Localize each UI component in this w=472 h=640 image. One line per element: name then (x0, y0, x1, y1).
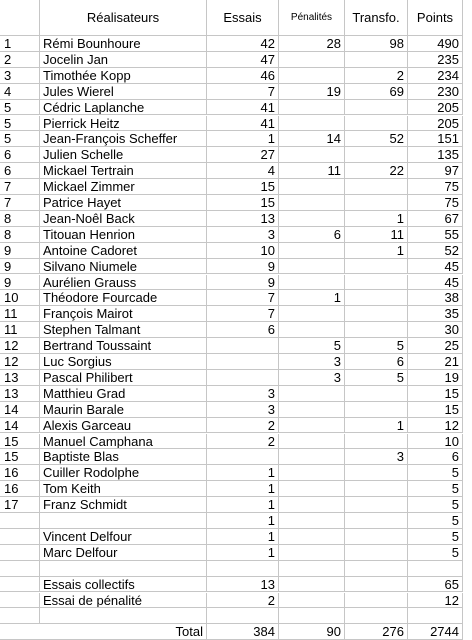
table-cell-essais[interactable]: 7 (207, 84, 279, 100)
table-cell-points[interactable]: 205 (408, 116, 463, 132)
table-cell-transfo[interactable]: 3 (345, 449, 408, 465)
table-cell-penalites[interactable] (279, 497, 345, 513)
table-cell-rank[interactable]: 16 (0, 465, 40, 481)
table-cell-rank[interactable]: 13 (0, 370, 40, 386)
table-cell-penalites[interactable] (279, 561, 345, 577)
table-cell-transfo[interactable]: 1 (345, 211, 408, 227)
table-cell-essais[interactable]: 15 (207, 195, 279, 211)
table-cell-penalites[interactable] (279, 275, 345, 291)
table-cell-name[interactable]: Franz Schmidt (40, 497, 207, 513)
table-cell-name[interactable]: Manuel Camphana (40, 434, 207, 450)
table-cell-name[interactable]: Essais collectifs (40, 577, 207, 593)
table-cell-points[interactable]: 10 (408, 434, 463, 450)
table-cell-essais[interactable]: 1 (207, 465, 279, 481)
table-cell-penalites[interactable] (279, 449, 345, 465)
table-cell-essais[interactable]: 10 (207, 243, 279, 259)
table-cell-name[interactable]: Bertrand Toussaint (40, 338, 207, 354)
table-cell-penalites[interactable]: 3 (279, 370, 345, 386)
table-cell-penalites[interactable]: 14 (279, 131, 345, 147)
table-cell-transfo[interactable] (345, 577, 408, 593)
table-cell-rank[interactable]: 12 (0, 354, 40, 370)
table-cell-points[interactable]: 75 (408, 179, 463, 195)
table-cell-penalites[interactable] (279, 147, 345, 163)
table-cell-penalites[interactable] (279, 243, 345, 259)
table-cell-penalites[interactable]: 11 (279, 163, 345, 179)
table-cell-penalites[interactable] (279, 68, 345, 84)
table-cell-essais[interactable]: 9 (207, 275, 279, 291)
table-cell-name[interactable]: Marc Delfour (40, 545, 207, 561)
table-cell-name[interactable]: Tom Keith (40, 481, 207, 497)
header-penalites: Pénalités (279, 0, 345, 36)
table-cell-essais[interactable]: 1 (207, 513, 279, 529)
table-cell-name[interactable]: Vincent Delfour (40, 529, 207, 545)
table-cell-essais[interactable]: 7 (207, 306, 279, 322)
total-penalites[interactable]: 90 (279, 624, 345, 640)
table-cell-rank[interactable] (0, 513, 40, 529)
table-cell-rank[interactable]: 14 (0, 402, 40, 418)
table-cell-essais[interactable]: 47 (207, 52, 279, 68)
table-cell-rank[interactable] (0, 561, 40, 577)
table-cell-essais[interactable]: 2 (207, 434, 279, 450)
table-cell-name[interactable]: Cuiller Rodolphe (40, 465, 207, 481)
table-cell-penalites[interactable] (279, 179, 345, 195)
table-cell-transfo[interactable]: 5 (345, 370, 408, 386)
table-cell-transfo[interactable] (345, 195, 408, 211)
header-essais: Essais (207, 0, 279, 36)
table-cell-rank[interactable]: 8 (0, 211, 40, 227)
table-cell-name[interactable]: Essai de pénalité (40, 593, 207, 609)
table-cell-penalites[interactable] (279, 211, 345, 227)
table-cell-rank[interactable]: 9 (0, 259, 40, 275)
table-cell-points[interactable]: 15 (408, 386, 463, 402)
table-cell-points[interactable]: 30 (408, 322, 463, 338)
table-cell-penalites[interactable] (279, 529, 345, 545)
table-cell-transfo[interactable] (345, 275, 408, 291)
table-cell-points[interactable]: 151 (408, 131, 463, 147)
table-cell-rank[interactable]: 5 (0, 131, 40, 147)
table-cell-transfo[interactable]: 11 (345, 227, 408, 243)
table-cell-penalites[interactable] (279, 259, 345, 275)
table-cell-transfo[interactable] (345, 386, 408, 402)
table-cell-points[interactable]: 65 (408, 577, 463, 593)
table-cell-name[interactable]: Cédric Laplanche (40, 100, 207, 116)
table-cell-points[interactable]: 97 (408, 163, 463, 179)
table-cell-transfo[interactable] (345, 465, 408, 481)
table-cell-points[interactable]: 205 (408, 100, 463, 116)
table-cell-name[interactable]: Baptiste Blas (40, 449, 207, 465)
table-cell-transfo[interactable] (345, 481, 408, 497)
table-cell-penalites[interactable] (279, 322, 345, 338)
total-points[interactable]: 2744 (408, 624, 463, 640)
table-cell-essais[interactable]: 1 (207, 481, 279, 497)
table-cell-rank[interactable]: 13 (0, 386, 40, 402)
table-cell-essais[interactable]: 13 (207, 211, 279, 227)
table-cell-points[interactable]: 45 (408, 275, 463, 291)
table-cell-essais[interactable]: 3 (207, 386, 279, 402)
table-cell-name[interactable]: Silvano Niumele (40, 259, 207, 275)
table-cell-points[interactable]: 75 (408, 195, 463, 211)
table-cell-penalites[interactable] (279, 577, 345, 593)
table-cell-points[interactable]: 67 (408, 211, 463, 227)
table-cell-points[interactable]: 12 (408, 418, 463, 434)
table-cell-penalites[interactable] (279, 386, 345, 402)
table-cell-name[interactable]: Alexis Garceau (40, 418, 207, 434)
table-cell-essais[interactable]: 13 (207, 577, 279, 593)
table-cell-points[interactable]: 21 (408, 354, 463, 370)
table-cell-rank[interactable]: 7 (0, 195, 40, 211)
table-cell-essais[interactable] (207, 370, 279, 386)
table-cell-name[interactable]: Jules Wierel (40, 84, 207, 100)
table-cell-points[interactable]: 19 (408, 370, 463, 386)
table-cell-points[interactable]: 5 (408, 481, 463, 497)
table-cell-essais[interactable]: 7 (207, 290, 279, 306)
table-cell-transfo[interactable]: 69 (345, 84, 408, 100)
table-cell-points[interactable]: 5 (408, 497, 463, 513)
table-cell-essais[interactable]: 27 (207, 147, 279, 163)
table-cell-points[interactable]: 55 (408, 227, 463, 243)
table-cell-name[interactable]: Titouan Henrion (40, 227, 207, 243)
table-cell-transfo[interactable]: 6 (345, 354, 408, 370)
table-cell-penalites[interactable]: 1 (279, 290, 345, 306)
table-cell-points[interactable]: 490 (408, 36, 463, 52)
header-transfo: Transfo. (345, 0, 408, 36)
table-cell-transfo[interactable] (345, 116, 408, 132)
table-cell-essais[interactable]: 2 (207, 593, 279, 609)
table-cell-essais[interactable]: 3 (207, 402, 279, 418)
table-cell-rank[interactable]: 5 (0, 100, 40, 116)
table-cell-penalites[interactable] (279, 513, 345, 529)
table-cell-rank[interactable] (0, 608, 40, 624)
table-cell-rank[interactable]: 2 (0, 52, 40, 68)
table-cell-name[interactable]: Patrice Hayet (40, 195, 207, 211)
table-cell-penalites[interactable] (279, 306, 345, 322)
table-cell-points[interactable]: 234 (408, 68, 463, 84)
table-cell-name[interactable]: Jocelin Jan (40, 52, 207, 68)
table-cell-essais[interactable]: 1 (207, 497, 279, 513)
table-cell-rank[interactable]: 8 (0, 227, 40, 243)
table-cell-transfo[interactable]: 52 (345, 131, 408, 147)
table-cell-name[interactable]: Théodore Fourcade (40, 290, 207, 306)
header-name: Réalisateurs (40, 0, 207, 36)
table-cell-essais[interactable]: 1 (207, 529, 279, 545)
table-cell-transfo[interactable]: 2 (345, 68, 408, 84)
table-cell-penalites[interactable] (279, 116, 345, 132)
table-cell-name[interactable]: Luc Sorgius (40, 354, 207, 370)
table-cell-penalites[interactable]: 19 (279, 84, 345, 100)
table-cell-penalites[interactable] (279, 434, 345, 450)
table-cell-rank[interactable] (0, 529, 40, 545)
table-cell-penalites[interactable]: 3 (279, 354, 345, 370)
table-cell-points[interactable]: 35 (408, 306, 463, 322)
table-cell-transfo[interactable] (345, 290, 408, 306)
table-cell-penalites[interactable] (279, 52, 345, 68)
table-cell-name[interactable]: Aurélien Grauss (40, 275, 207, 291)
table-cell-transfo[interactable]: 98 (345, 36, 408, 52)
table-cell-transfo[interactable]: 5 (345, 338, 408, 354)
table-cell-points[interactable]: 15 (408, 402, 463, 418)
table-cell-rank[interactable]: 9 (0, 243, 40, 259)
table-cell-name[interactable]: Maurin Barale (40, 402, 207, 418)
table-cell-name[interactable]: Julien Schelle (40, 147, 207, 163)
table-cell-name[interactable]: Jean-François Scheffer (40, 131, 207, 147)
table-cell-essais[interactable] (207, 608, 279, 624)
table-cell-name[interactable]: Antoine Cadoret (40, 243, 207, 259)
table-cell-transfo[interactable] (345, 434, 408, 450)
table-cell-name[interactable]: Mickael Tertrain (40, 163, 207, 179)
table-cell-rank[interactable] (0, 545, 40, 561)
table-cell-name[interactable]: Matthieu Grad (40, 386, 207, 402)
table-cell-penalites[interactable] (279, 195, 345, 211)
table-cell-transfo[interactable] (345, 529, 408, 545)
table-cell-rank[interactable]: 5 (0, 116, 40, 132)
table-cell-name[interactable]: Mickael Zimmer (40, 179, 207, 195)
table-cell-essais[interactable]: 2 (207, 418, 279, 434)
table-cell-name[interactable] (40, 561, 207, 577)
table-cell-essais[interactable] (207, 354, 279, 370)
table-cell-penalites[interactable] (279, 402, 345, 418)
table-cell-penalites[interactable] (279, 593, 345, 609)
table-cell-transfo[interactable] (345, 147, 408, 163)
table-cell-transfo[interactable] (345, 100, 408, 116)
table-cell-rank[interactable]: 3 (0, 68, 40, 84)
total-essais[interactable]: 384 (207, 624, 279, 640)
table-cell-essais[interactable]: 4 (207, 163, 279, 179)
table-cell-rank[interactable]: 6 (0, 163, 40, 179)
table-cell-transfo[interactable]: 1 (345, 418, 408, 434)
table-cell-rank[interactable]: 9 (0, 275, 40, 291)
table-cell-rank[interactable]: 11 (0, 322, 40, 338)
table-cell-penalites[interactable] (279, 465, 345, 481)
table-cell-rank[interactable]: 15 (0, 449, 40, 465)
table-cell-name[interactable]: Stephen Talmant (40, 322, 207, 338)
table-cell-transfo[interactable] (345, 497, 408, 513)
table-cell-penalites[interactable] (279, 608, 345, 624)
table-cell-transfo[interactable] (345, 608, 408, 624)
table-cell-penalites[interactable]: 5 (279, 338, 345, 354)
table-cell-points[interactable]: 12 (408, 593, 463, 609)
header-rank (0, 0, 40, 36)
table-cell-name[interactable] (40, 513, 207, 529)
table-cell-penalites[interactable] (279, 545, 345, 561)
table-cell-points[interactable]: 5 (408, 513, 463, 529)
table-cell-name[interactable]: Pierrick Heitz (40, 116, 207, 132)
table-cell-penalites[interactable]: 6 (279, 227, 345, 243)
table-cell-name[interactable]: Timothée Kopp (40, 68, 207, 84)
table-cell-essais[interactable]: 9 (207, 259, 279, 275)
table-cell-points[interactable]: 5 (408, 529, 463, 545)
table-cell-rank[interactable]: 7 (0, 179, 40, 195)
table-cell-essais[interactable]: 1 (207, 545, 279, 561)
table-cell-essais[interactable]: 3 (207, 227, 279, 243)
table-cell-transfo[interactable] (345, 322, 408, 338)
table-cell-transfo[interactable]: 22 (345, 163, 408, 179)
table-cell-rank[interactable]: 17 (0, 497, 40, 513)
table-cell-rank[interactable]: 12 (0, 338, 40, 354)
table-cell-transfo[interactable] (345, 306, 408, 322)
table-cell-transfo[interactable] (345, 52, 408, 68)
table-cell-transfo[interactable] (345, 402, 408, 418)
table-cell-essais[interactable]: 42 (207, 36, 279, 52)
table-cell-rank[interactable]: 1 (0, 36, 40, 52)
table-cell-name[interactable]: Jean-Noêl Back (40, 211, 207, 227)
table-cell-rank[interactable]: 15 (0, 434, 40, 450)
table-cell-points[interactable]: 5 (408, 545, 463, 561)
table-cell-essais[interactable]: 6 (207, 322, 279, 338)
table-cell-rank[interactable]: 4 (0, 84, 40, 100)
table-cell-essais[interactable]: 41 (207, 116, 279, 132)
table-cell-name[interactable]: François Mairot (40, 306, 207, 322)
table-cell-essais[interactable]: 46 (207, 68, 279, 84)
table-cell-points[interactable]: 135 (408, 147, 463, 163)
table-cell-points[interactable] (408, 561, 463, 577)
table-cell-name[interactable] (40, 608, 207, 624)
table-cell-rank[interactable] (0, 593, 40, 609)
table-cell-transfo[interactable] (345, 179, 408, 195)
table-cell-essais[interactable] (207, 338, 279, 354)
table-cell-points[interactable]: 25 (408, 338, 463, 354)
table-cell-transfo[interactable] (345, 259, 408, 275)
table-cell-transfo[interactable] (345, 561, 408, 577)
header-points: Points (408, 0, 463, 36)
table-cell-penalites[interactable] (279, 481, 345, 497)
table-cell-essais[interactable]: 41 (207, 100, 279, 116)
table-cell-rank[interactable] (0, 577, 40, 593)
table-cell-transfo[interactable] (345, 513, 408, 529)
table-cell-rank[interactable]: 16 (0, 481, 40, 497)
table-cell-points[interactable] (408, 608, 463, 624)
table-cell-penalites[interactable] (279, 100, 345, 116)
table-cell-transfo[interactable] (345, 545, 408, 561)
table-cell-points[interactable]: 52 (408, 243, 463, 259)
table-cell-penalites[interactable]: 28 (279, 36, 345, 52)
table-cell-essais[interactable]: 1 (207, 131, 279, 147)
table-cell-name[interactable]: Rémi Bounhoure (40, 36, 207, 52)
table-cell-points[interactable]: 45 (408, 259, 463, 275)
total-label[interactable]: Total (0, 624, 207, 640)
table-cell-name[interactable]: Pascal Philibert (40, 370, 207, 386)
table-cell-points[interactable]: 6 (408, 449, 463, 465)
table-cell-points[interactable]: 38 (408, 290, 463, 306)
table-cell-penalites[interactable] (279, 418, 345, 434)
table-cell-points[interactable]: 230 (408, 84, 463, 100)
table-cell-rank[interactable]: 10 (0, 290, 40, 306)
table-cell-rank[interactable]: 14 (0, 418, 40, 434)
table-cell-essais[interactable]: 15 (207, 179, 279, 195)
total-transfo[interactable]: 276 (345, 624, 408, 640)
table-cell-essais[interactable] (207, 449, 279, 465)
table-cell-transfo[interactable] (345, 593, 408, 609)
table-cell-transfo[interactable]: 1 (345, 243, 408, 259)
table-cell-points[interactable]: 5 (408, 465, 463, 481)
table-cell-essais[interactable] (207, 561, 279, 577)
table-cell-points[interactable]: 235 (408, 52, 463, 68)
table-cell-rank[interactable]: 6 (0, 147, 40, 163)
table-cell-rank[interactable]: 11 (0, 306, 40, 322)
